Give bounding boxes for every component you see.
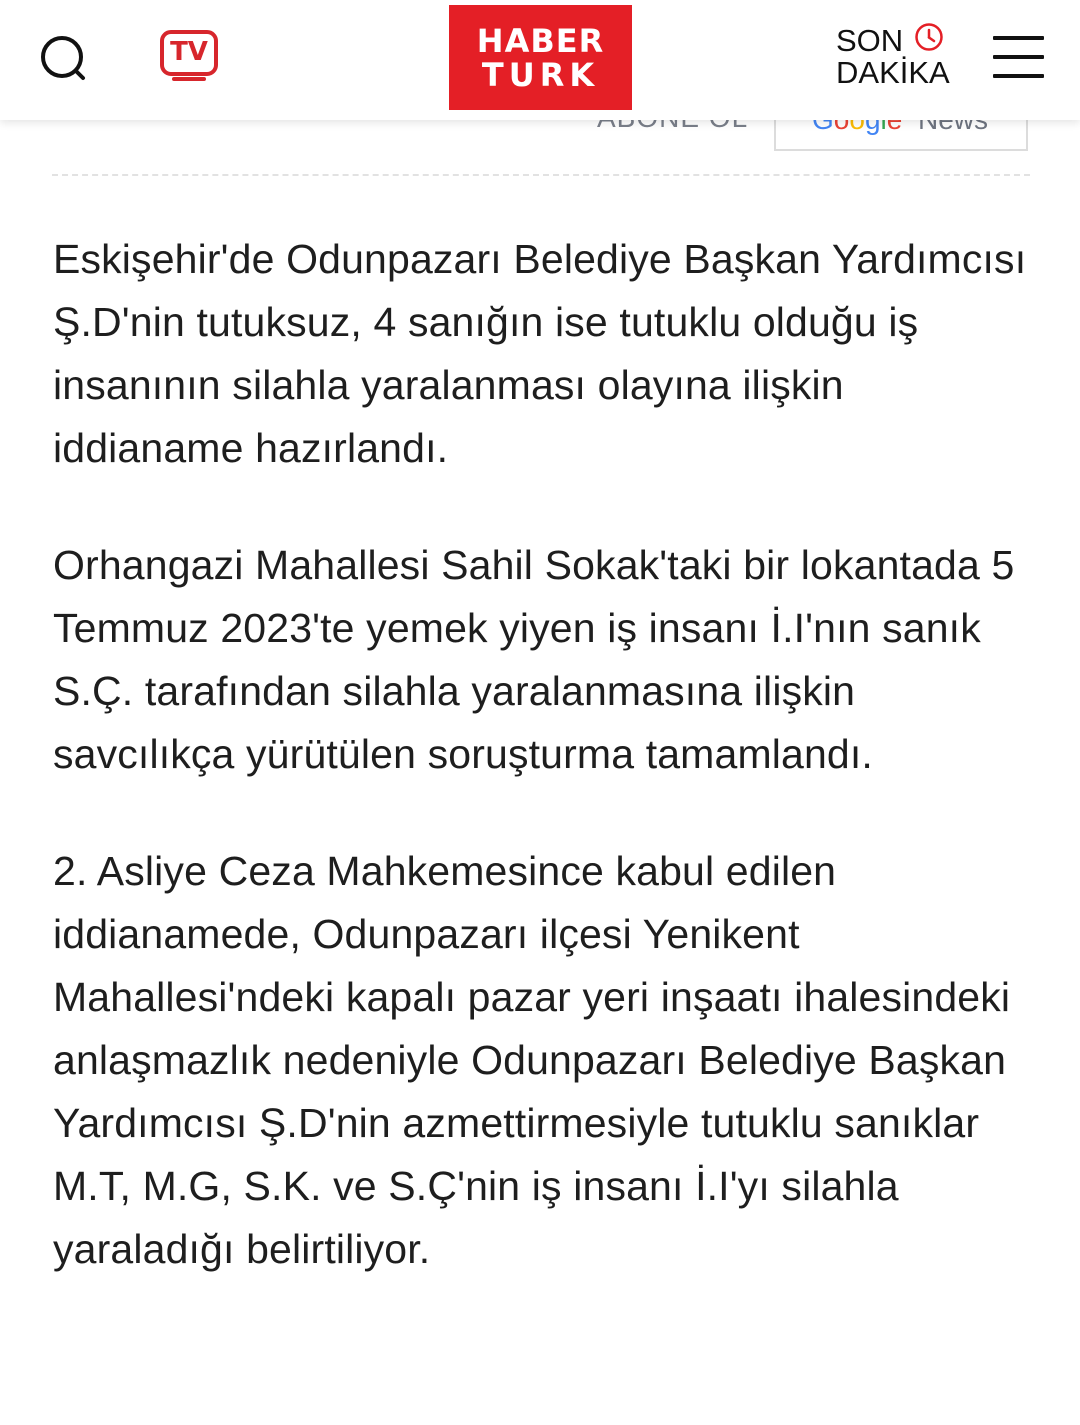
top-header <box>0 0 1080 120</box>
son-dakika-link[interactable] <box>836 22 961 92</box>
article-body <box>53 228 1038 1335</box>
haberturk-logo[interactable] <box>449 5 632 110</box>
article-paragraph: Orhangazi Mahallesi Sahil Sokak'taki bir lokantada 5 Temmuz 2023'te yemek yiyen iş insanı İ.I'nın sanık S.Ç. tarafından silahla yaralanmasına ilişkin savcılıkça yürütülen soruşturma tamamlandı. <box>53 542 1015 777</box>
son-dakika-line-1: SON <box>836 23 904 58</box>
search-button[interactable] <box>36 30 92 86</box>
article-paragraph: Eskişehir'de Odunpazarı Belediye Başkan Yardımcısı Ş.D'nin tutuksuz, 4 sanığın ise tutuklu olduğu iş insanının silahla yaralanması olayına ilişkin iddianame hazırlandı. <box>53 236 1027 471</box>
search-icon <box>36 30 92 86</box>
section-divider <box>52 174 1030 176</box>
tv-label: TV <box>170 37 208 67</box>
clock-icon <box>914 22 944 52</box>
tv-button[interactable] <box>158 29 220 83</box>
menu-button[interactable] <box>993 36 1045 80</box>
son-dakika-line-2: DAKİKA <box>836 55 950 90</box>
logo-line-2: TURK <box>481 55 600 94</box>
article-paragraph: 2. Asliye Ceza Mahkemesince kabul edilen iddianamede, Odunpazarı ilçesi Yenikent Mahallesi'ndeki kapalı pazar yeri inşaatı ihalesindeki anlaşmazlık nedeniyle Odunpazarı Belediye Başkan Yardımcısı Ş.D'nin azmettirmesiyle tutuklu sanıklar M.T, M.G, S.K. ve S.Ç'nin iş insanı İ.I'yı silahla yaraladığı belirtiliyor. <box>53 848 1011 1272</box>
logo-line-1: HABER <box>476 21 605 60</box>
